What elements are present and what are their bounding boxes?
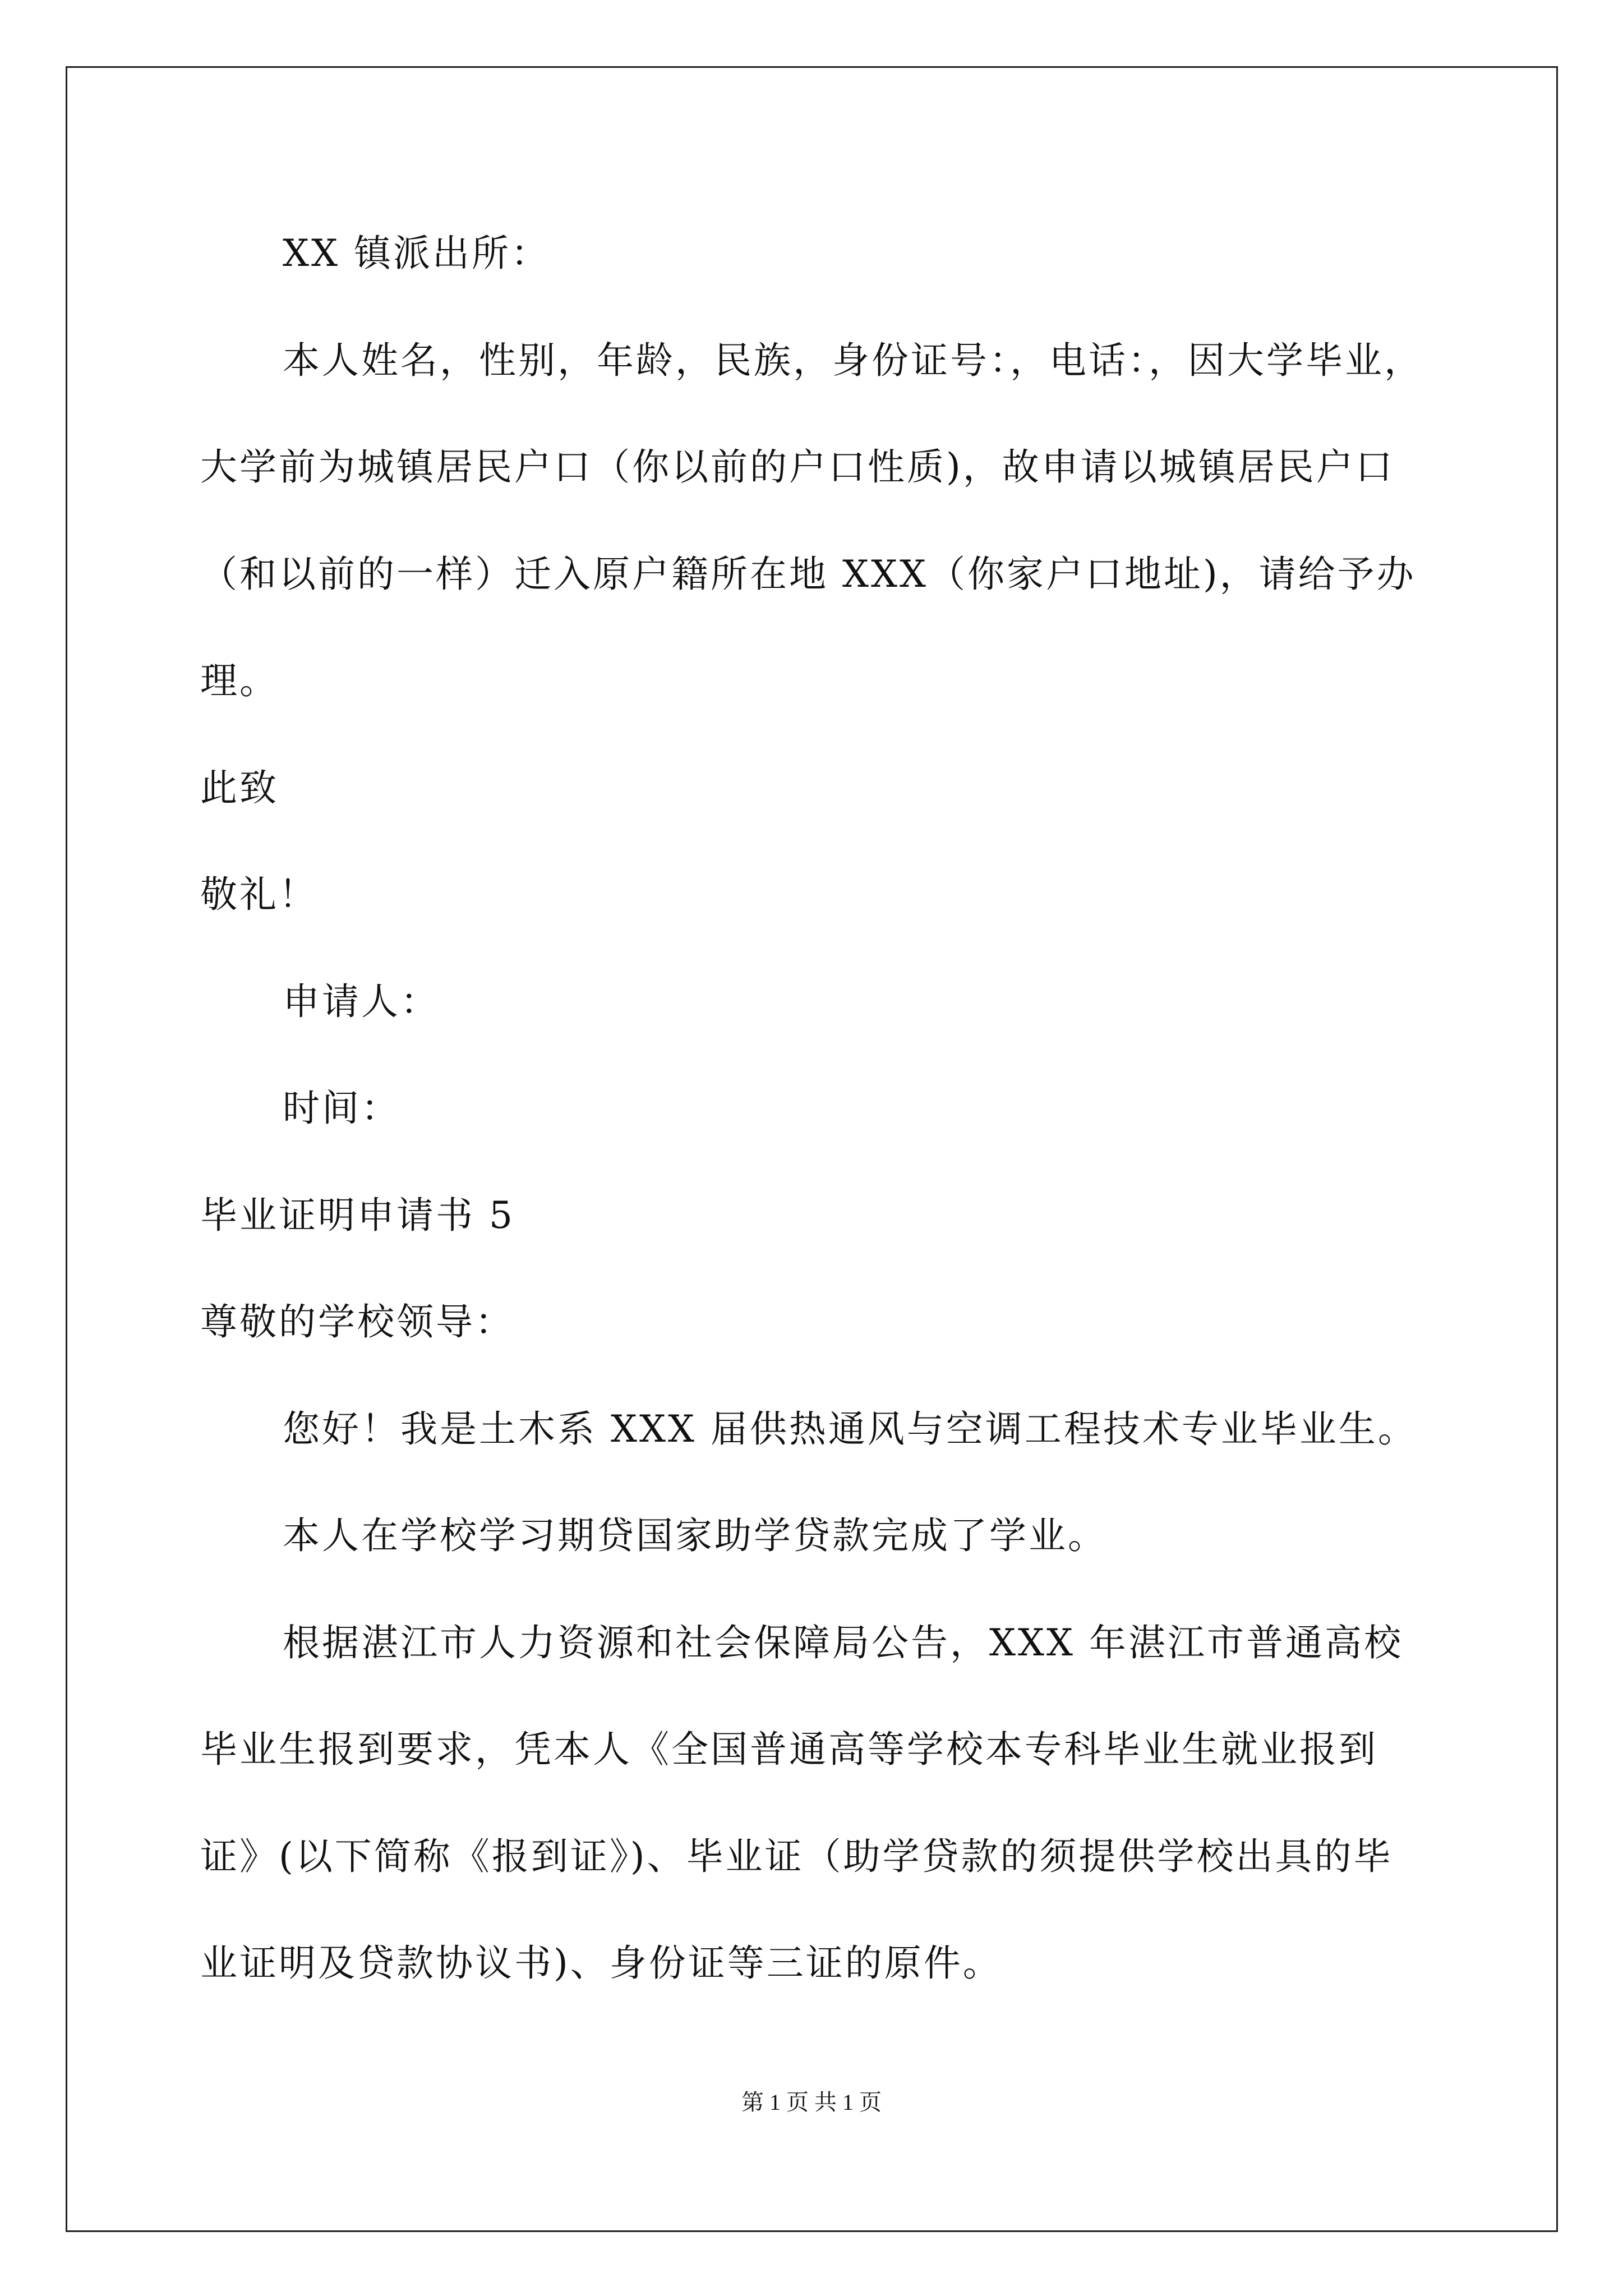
closing-salutation: 此致 bbox=[200, 766, 279, 809]
body-line-5: 您好！我是土木系 XXX 届供热通风与空调工程技术专业毕业生。 bbox=[283, 1407, 1417, 1451]
page-border bbox=[66, 66, 1558, 2232]
body-line-7: 根据湛江市人力资源和社会保障局公告，XXX 年湛江市普通高校 bbox=[283, 1621, 1403, 1664]
body-line-3: （和以前的一样）迁入原户籍所在地 XXX（你家户口地址)，请给予办 bbox=[200, 553, 1416, 596]
applicant-label: 申请人： bbox=[283, 980, 440, 1023]
section-title: 毕业证明申请书 5 bbox=[200, 1194, 515, 1237]
page-number: 第 1 页 共 1 页 bbox=[741, 2090, 882, 2115]
body-line-9: 证》(以下简称《报到证》)、毕业证（助学贷款的须提供学校出具的毕 bbox=[200, 1835, 1393, 1878]
body-line-8: 毕业生报到要求，凭本人《全国普通高等学校本专科毕业生就业报到 bbox=[200, 1728, 1378, 1771]
body-line-6: 本人在学校学习期贷国家助学贷款完成了学业。 bbox=[283, 1514, 1107, 1557]
body-line-2: 大学前为城镇居民户口（你以前的户口性质)，故申请以城镇居民户口 bbox=[200, 445, 1395, 489]
addressee-line-2: 尊敬的学校领导： bbox=[200, 1300, 514, 1343]
body-line-1: 本人姓名，性别，年龄，民族，身份证号：，电话：，因大学毕业， bbox=[283, 339, 1423, 382]
date-label: 时间： bbox=[283, 1087, 400, 1130]
closing-regards: 敬礼！ bbox=[200, 873, 318, 916]
addressee-line: XX 镇派出所： bbox=[283, 232, 550, 275]
body-line-4: 理。 bbox=[200, 659, 279, 702]
body-line-10: 业证明及贷款协议书)、身份证等三证的原件。 bbox=[200, 1941, 1002, 1985]
